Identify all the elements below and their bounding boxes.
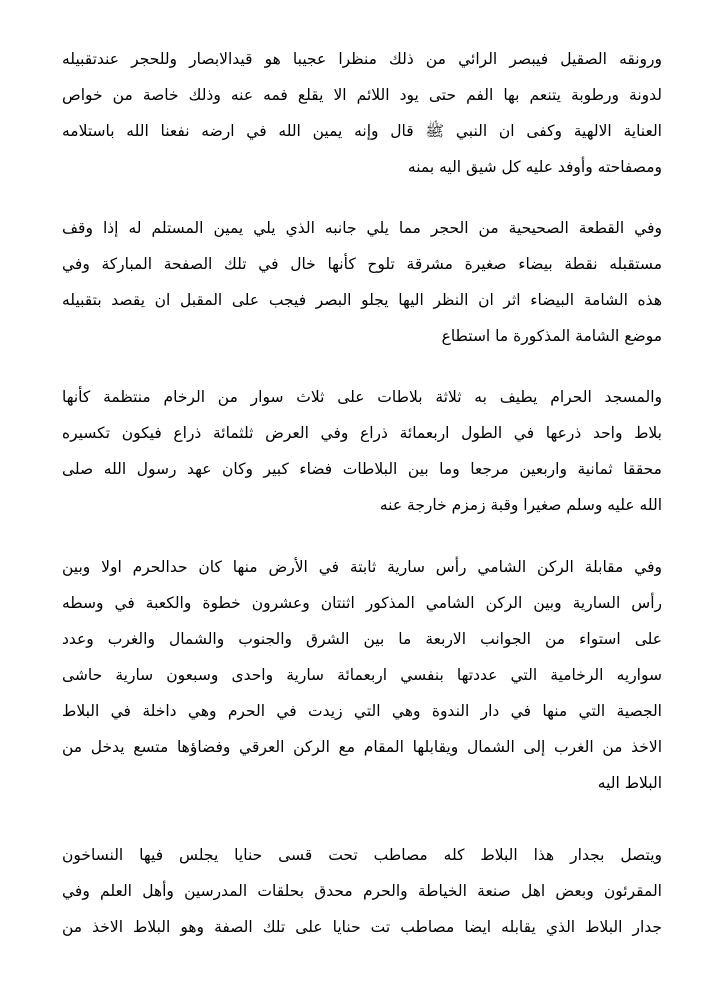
text-line: هذه الشامة البيضاء اثر ان النظر اليها يجلو البصر فيجب على المقبل ان يقصد بتقبيله [62,291,662,309]
text-line: الله عليه وسلم صغيرا وقبة زمزم خارجة عنه [379,496,662,514]
text-line: والمسجد الحرام يطيف به ثلاثة بلاطات على ثلاث سوار من الرخام منتظمة كأنها [62,388,662,406]
text-line: رأس السارية وبين الركن الشامي المذكور اثنتان وعشرون خطوة والكعبة في وسطه [62,594,662,612]
text-line: مستقبله نقطة بيضاء صغيرة مشرقة تلوح كأنها خال في تلك الصفحة المباركة وفي [62,255,662,273]
text-line: ورونقه الصقيل فيبصر الرائي من ذلك منظرا عجيبا هو قيدالابصار وللحجر عندتقبيله [62,50,662,68]
text-line: سواريه الرخامية التي عددتها بنفسي اربعمائة سارية واحدى وسبعون سارية حاشى [62,666,662,684]
text-line: محققا ثمانية واربعين مرجعا وما بين البلاطات فضاء كبير وكان عهد رسول الله صلى [62,460,662,478]
text-line: المقرئون وبعض اهل صنعة الخياطة والحرم محدق بحلقات المدرسين وأهل العلم وفي [62,882,662,900]
text-line: بلاط واحد ذرعها في الطول اربعمائة ذراع وفي العرض ثلثمائة ذراع فيكون تكسيره [62,424,662,442]
text-line: على استواء من الجوانب الاربعة ما بين الشرق والجنوب والشمال والغرب وعدد [62,630,662,648]
text-line: الاخذ من الغرب إلى الشمال ويقابلها المقام مع الركن العرقي وفضاؤها متسع يدخل من [62,738,662,756]
text-line: الجصية التي منها في دار الندوة وهي التي زيدت في الحرم وهي داخلة في البلاط [62,702,662,720]
text-line: البلاط اليه [597,774,662,792]
text-line: وفي مقابلة الركن الشامي رأس سارية ثابتة في الأرض منها كان حدالحرم اولا وبين [62,558,662,576]
text-line: موضع الشامة المذكورة ما استطاع [441,327,662,345]
text-line: ويتصل بجدار هذا البلاط كله مصاطب تحت قسى حنايا يجلس فيها النساخون [62,846,662,864]
text-line: العناية الالهية وكفى ان النبي ﷺ قال وإنه يمين الله في ارضه نفعنا الله باستلامه [62,122,662,140]
text-line: جدار البلاط الذي يقابله ايضا مصاطب تت حنايا على تلك الصفة وهو البلاط الاخذ من [62,918,662,936]
text-line: ومصفاحته وأوفد عليه كل شيق اليه بمنه [407,158,662,176]
text-line: لدونة ورطوبة يتنعم بها الفم حتى يود اللائم الا يقلع فمه عنه وذلك خاصة من خواص [62,86,662,104]
text-line: وفي القطعة الصحيحية من الحجر مما يلي جانبه الذي يلي يمين المستلم له إذا وقف [62,219,662,237]
